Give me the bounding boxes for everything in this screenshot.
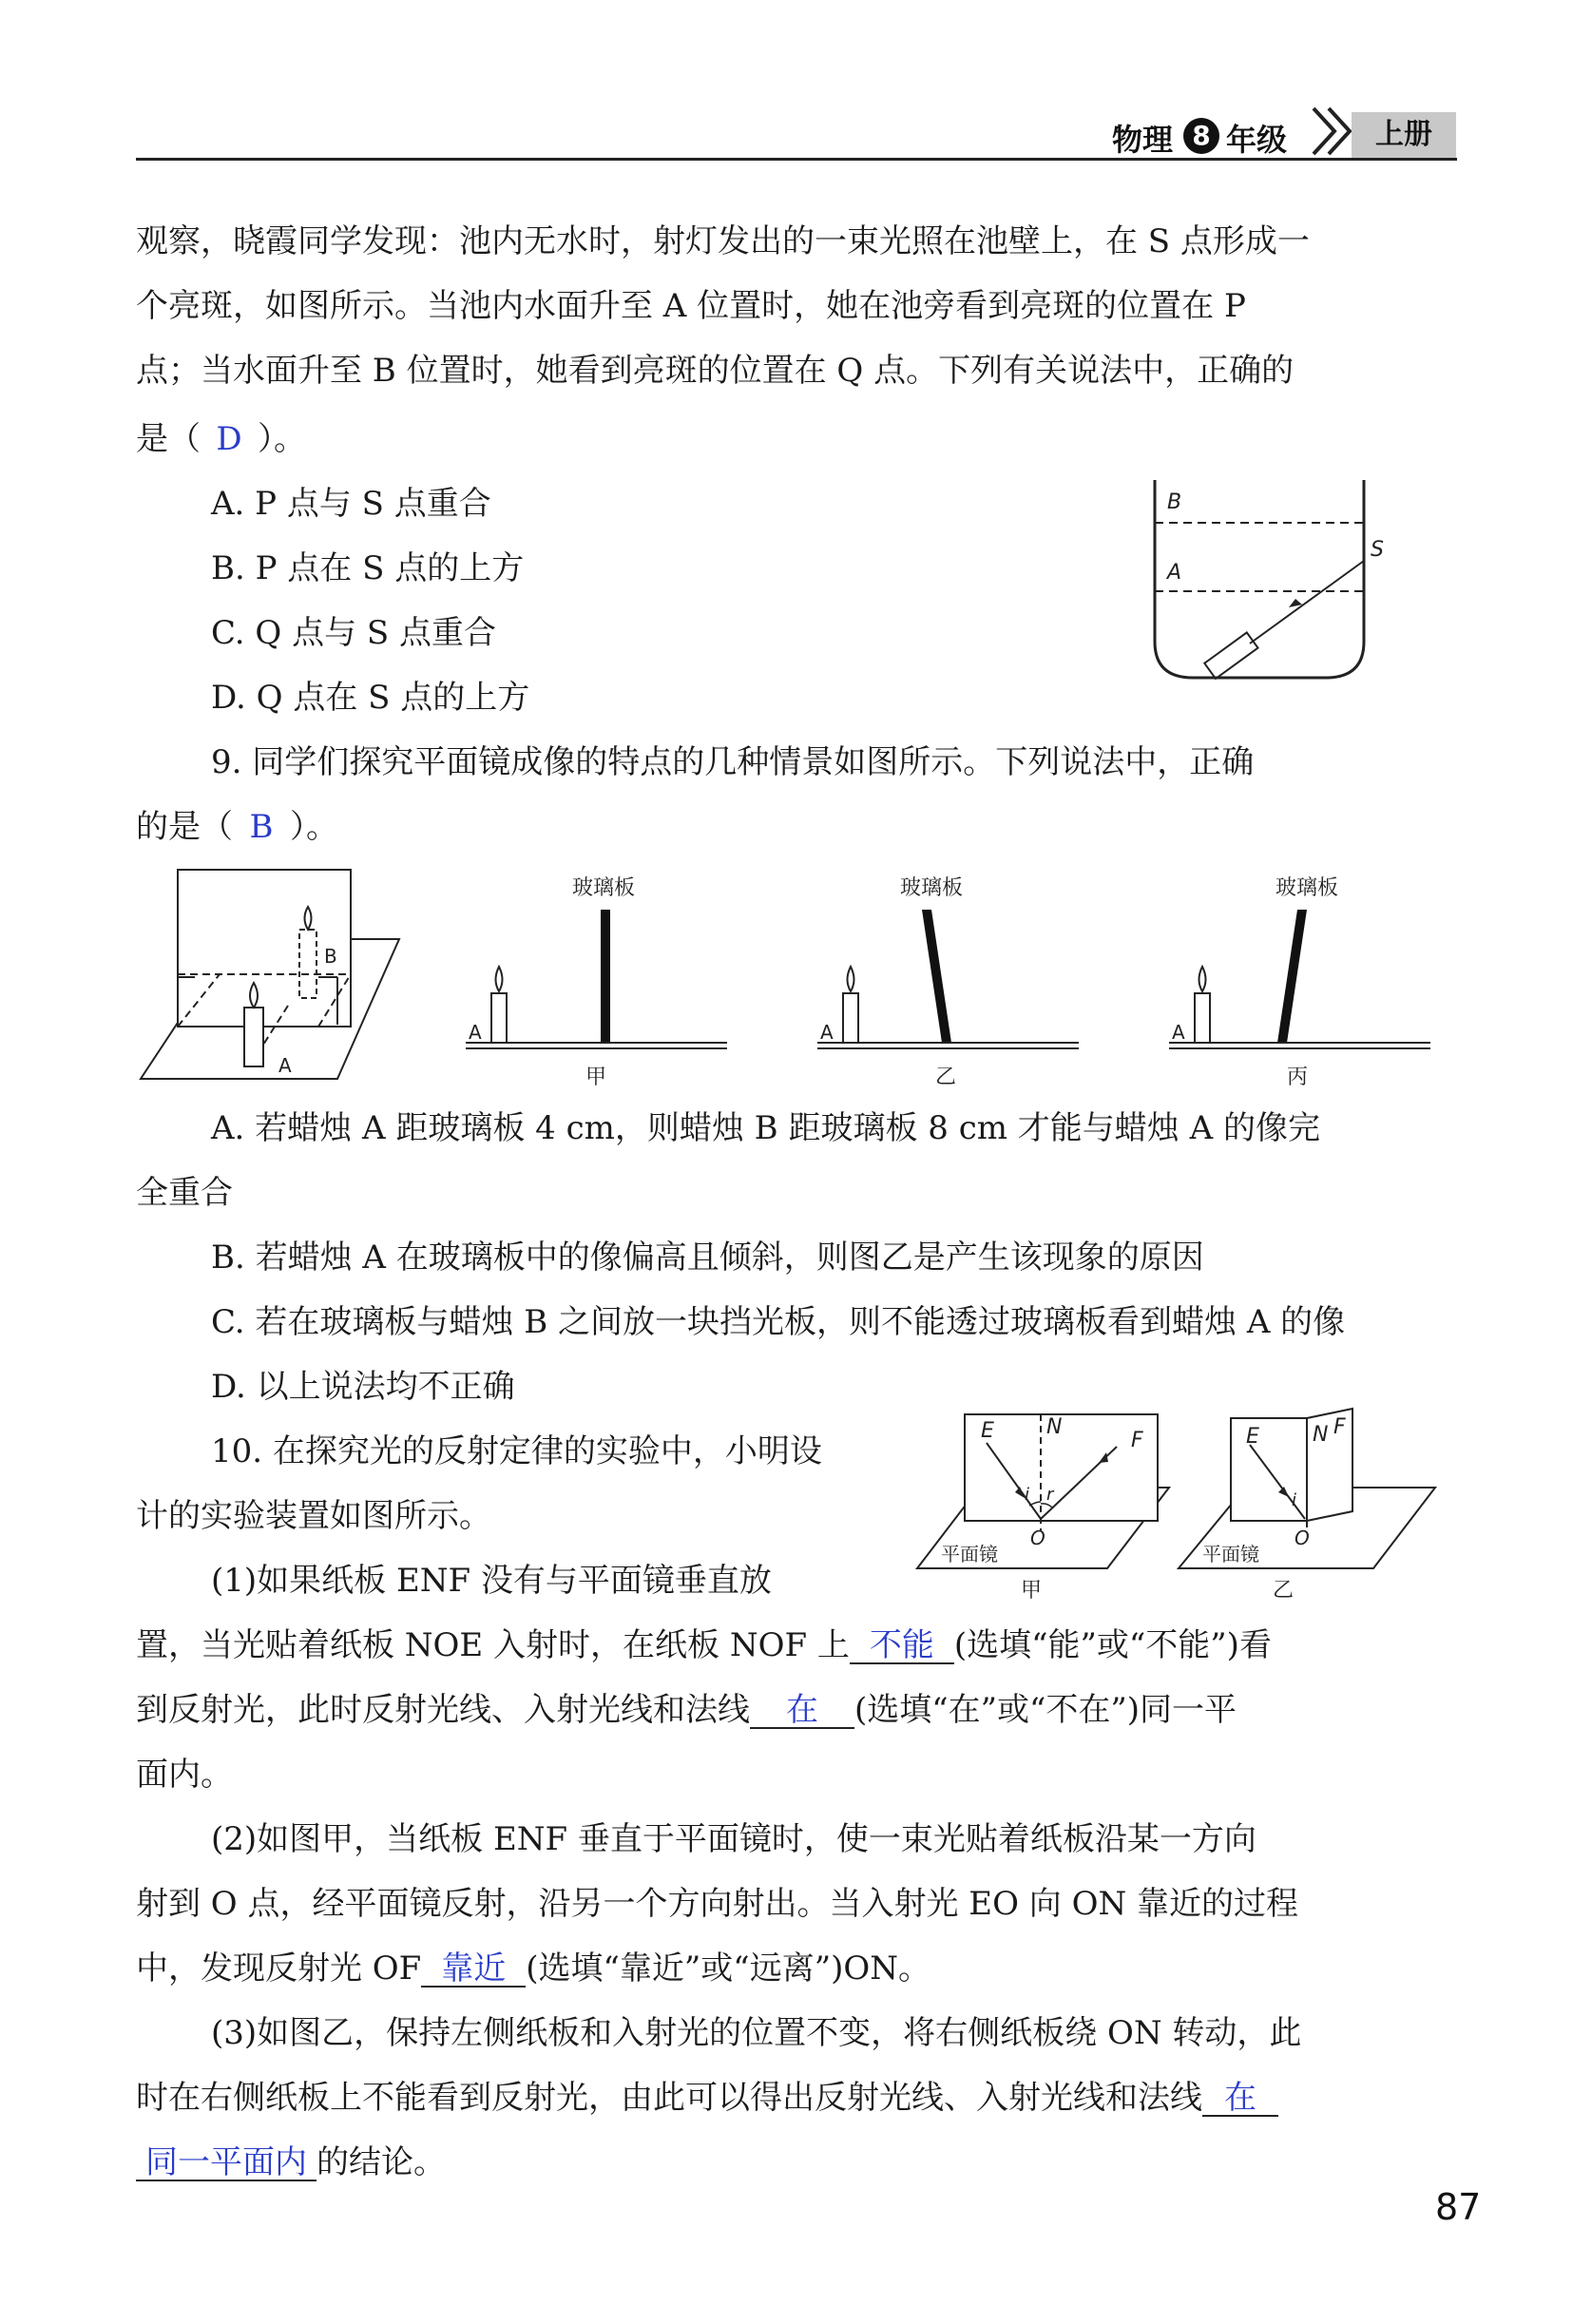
chevron-double-right-icon [1310, 103, 1355, 158]
q10-p3-line-2-pre: 时在右侧纸板上不能看到反射光，由此可以得出反射光线、入射光线和法线 [136, 2079, 1202, 2117]
q8-fig-label-b: B [1167, 490, 1182, 514]
q10-line-2: 计的实验装置如图所示。 [136, 1497, 491, 1535]
q9-perspective-figure [138, 865, 409, 1084]
q8-line-3: 点；当水面升至 B 位置时，她看到亮斑的位置在 Q 点。下列有关说法中，正确的 [136, 352, 1295, 390]
q8-option-d: D. Q 点在 S 点的上方 [211, 679, 530, 717]
q10-p3-line-2 [136, 2077, 1278, 2119]
q9-caption-jia: 甲 [585, 1066, 607, 1089]
q10-yi-label-i: i [1292, 1490, 1297, 1510]
q9-fig-candle-a: A [278, 1054, 292, 1077]
q10-jia-label-n: N [1046, 1415, 1063, 1439]
q10-p1-blank-2: 在 [750, 1693, 854, 1729]
q10-p1-line-1: (1)如果纸板 ENF 没有与平面镜垂直放 [211, 1562, 772, 1600]
q9-figure-bing [1164, 870, 1440, 1093]
q9-option-d: D. 以上说法均不正确 [211, 1368, 515, 1406]
q9-bing-glass-label: 玻璃板 [1275, 876, 1339, 900]
q10-p1-line-3-pre: 到反射光，此时反射光线、入射光线和法线 [136, 1691, 750, 1729]
q10-p3-line-1: (3)如图乙，保持左侧纸板和入射光的位置不变，将右侧纸板绕 ON 转动，此 [211, 2014, 1302, 2052]
q9-option-b: B. 若蜡烛 A 在玻璃板中的像偏高且倾斜，则图乙是产生该现象的原因 [211, 1239, 1204, 1277]
q9-yi-glass-label: 玻璃板 [899, 876, 964, 900]
q10-figure-yi [1174, 1407, 1440, 1611]
q8-option-b: B. P 点在 S 点的上方 [211, 549, 525, 587]
q9-bing-candle-a: A [1172, 1021, 1185, 1044]
header-grade-badge: 8 [1183, 118, 1219, 154]
header-subject: 物理 [1112, 122, 1174, 158]
q9-caption-yi: 乙 [934, 1066, 957, 1089]
q9-figure-yi [813, 870, 1088, 1093]
q10-p1-line-2-post: (选填“能”或“不能”)看 [953, 1626, 1272, 1664]
q10-p3-blank-2: 同一平面内 [136, 2145, 316, 2181]
q10-caption-yi: 乙 [1272, 1579, 1295, 1603]
q10-p1-line-4: 面内。 [136, 1756, 233, 1794]
q8-paren-close: ）。 [258, 420, 306, 458]
q10-yi-label-e: E [1246, 1425, 1259, 1449]
q10-p2-line-1: (2)如图甲，当纸板 ENF 垂直于平面镜时，使一束光贴着纸板沿某一方向 [211, 1820, 1256, 1858]
q9-fig-candle-b: B [324, 945, 337, 968]
q10-p2-line-3-post: (选填“靠近”或“远离”)ON。 [526, 1949, 930, 1988]
q10-jia-mirror-label: 平面镜 [941, 1543, 998, 1565]
q9-option-a-line-2: 全重合 [136, 1174, 233, 1212]
q10-jia-label-e: E [981, 1419, 994, 1443]
q10-yi-label-f: F [1333, 1415, 1346, 1439]
header-volume-tag: 上册 [1352, 112, 1456, 158]
q10-jia-label-i: i [1025, 1485, 1030, 1505]
q8-line-1: 观察，晓霞同学发现：池内无水时，射灯发出的一束光照在池壁上，在 S 点形成一 [136, 222, 1310, 260]
q10-p2-line-3 [136, 1948, 930, 1989]
q8-line-2: 个亮斑，如图所示。当池内水面升至 A 位置时，她在池旁看到亮斑的位置在 P [136, 287, 1246, 325]
header-rule [136, 158, 1457, 161]
q8-option-a: A. P 点与 S 点重合 [211, 485, 491, 523]
q10-p1-line-2 [136, 1624, 1272, 1666]
q9-stem-end [136, 806, 338, 848]
q8-stem-end [136, 418, 306, 460]
q9-line-1: 9. 同学们探究平面镜成像的特点的几种情景如图所示。下列说法中，正确 [211, 743, 1255, 781]
header-grade-suffix: 年级 [1226, 122, 1288, 158]
q8-option-c: C. Q 点与 S 点重合 [211, 614, 497, 652]
q10-yi-label-n: N [1313, 1423, 1329, 1447]
q8-pool-figure [1141, 480, 1388, 684]
q10-p1-blank-1: 不能 [850, 1628, 954, 1664]
q9-paren-open: 的是（ [136, 808, 233, 846]
q9-option-c: C. 若在玻璃板与蜡烛 B 之间放一块挡光板，则不能透过玻璃板看到蜡烛 A 的像 [211, 1303, 1346, 1341]
q10-p3-line-3-post: 的结论。 [316, 2143, 446, 2181]
q10-jia-label-r: r [1046, 1485, 1054, 1505]
page-number: 87 [1435, 2186, 1482, 2228]
q10-yi-mirror-label: 平面镜 [1202, 1543, 1259, 1565]
q10-p1-line-3 [136, 1689, 1237, 1731]
q9-figure-jia [461, 870, 737, 1093]
q10-p1-line-3-post: (选填“在”或“不在”)同一平 [854, 1691, 1237, 1729]
q8-fig-label-a: A [1167, 561, 1182, 585]
q10-jia-label-f: F [1131, 1429, 1143, 1452]
q8-fig-label-s: S [1371, 538, 1384, 562]
q10-p2-blank: 靠近 [421, 1951, 526, 1988]
q10-jia-label-o: O [1030, 1527, 1045, 1549]
q9-jia-glass-label: 玻璃板 [571, 876, 636, 900]
q9-answer: B [249, 808, 274, 846]
q10-yi-label-o: O [1295, 1527, 1310, 1549]
q9-paren-close: ）。 [290, 808, 338, 846]
q10-line-1: 10. 在探究光的反射定律的实验中，小明设 [211, 1432, 822, 1470]
q10-p1-line-2-pre: 置，当光贴着纸板 NOE 入射时，在纸板 NOF 上 [136, 1626, 850, 1664]
q10-figure-jia [912, 1407, 1174, 1611]
q10-p3-blank-1: 在 [1202, 2081, 1278, 2117]
q9-option-a-line-1: A. 若蜡烛 A 距玻璃板 4 cm，则蜡烛 B 距玻璃板 8 cm 才能与蜡烛 A 的像完 [211, 1109, 1320, 1147]
q9-yi-candle-a: A [820, 1021, 834, 1044]
q9-caption-bing: 丙 [1286, 1066, 1309, 1089]
q10-p3-line-3 [136, 2142, 446, 2183]
q10-caption-jia: 甲 [1020, 1579, 1043, 1603]
q8-answer: D [216, 420, 242, 458]
q10-p2-line-3-pre: 中，发现反射光 OF [136, 1949, 422, 1988]
q8-paren-open: 是（ [136, 420, 201, 458]
q10-p2-line-2: 射到 O 点，经平面镜反射，沿另一个方向射出。当入射光 EO 向 ON 靠近的过程 [136, 1885, 1299, 1923]
q9-jia-candle-a: A [469, 1021, 482, 1044]
